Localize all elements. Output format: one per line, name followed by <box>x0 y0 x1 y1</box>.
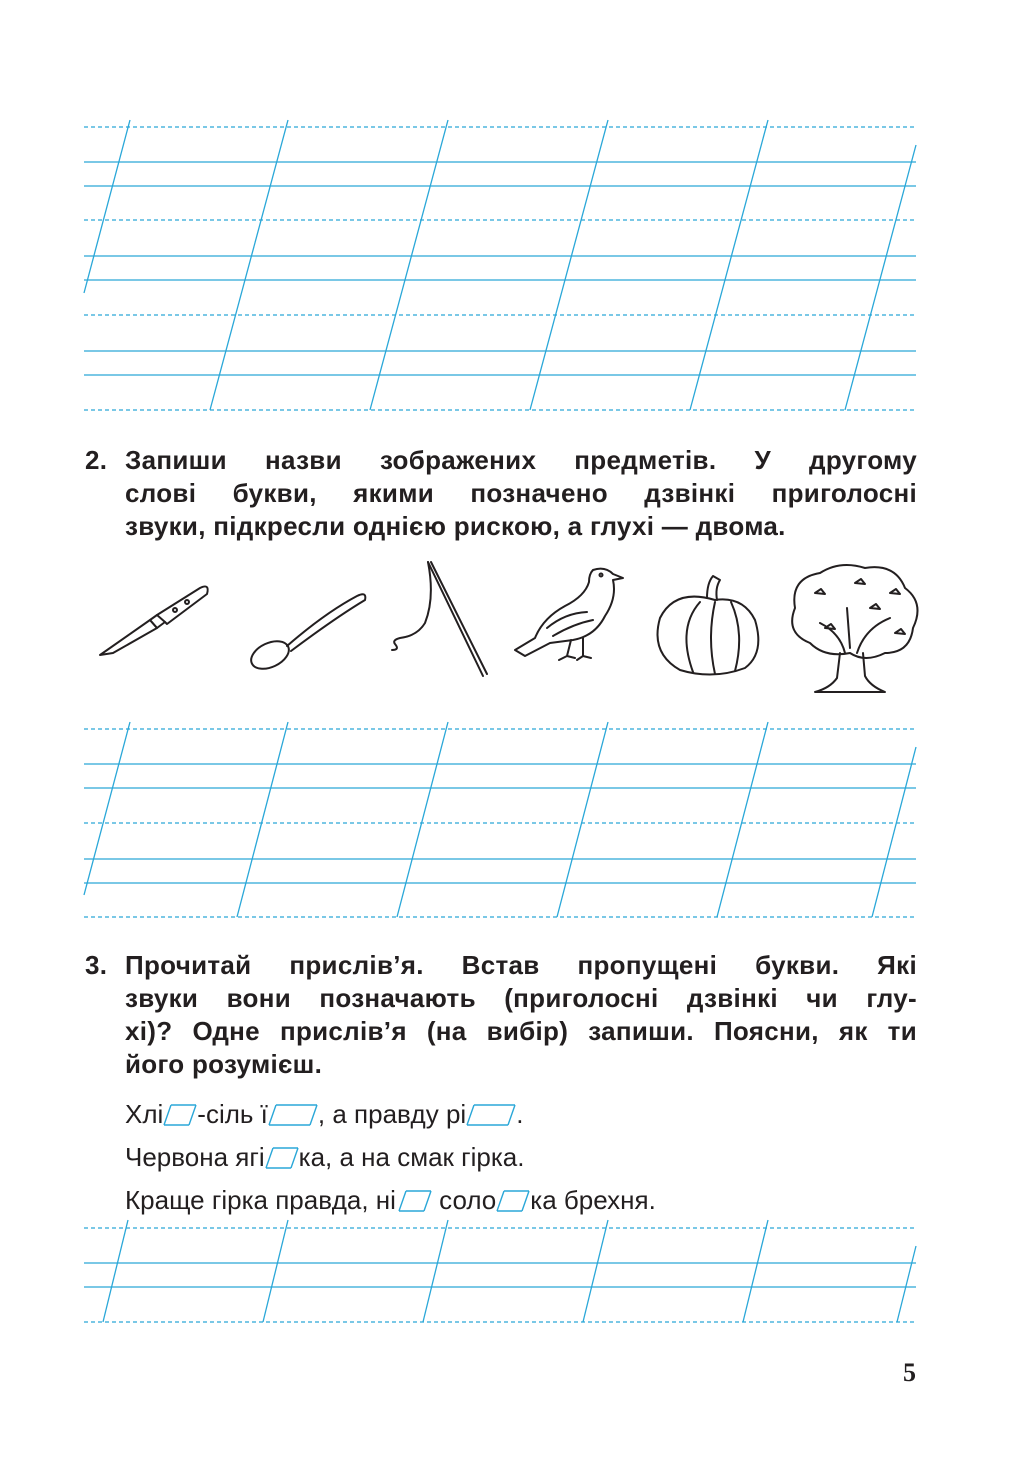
task-2-line: Запиши назви зображених предметів. У другому <box>125 445 917 475</box>
task-2-line: звуки, підкресли однією рискою, а глухі — двома. <box>125 511 786 541</box>
task-2-line: слові букви, якими позначено дзвінкі приголосні <box>125 478 917 508</box>
task-2 <box>85 444 917 543</box>
task-3-line: хі)? Одне прислів’я (на вибір) запиши. Поясни, як ти <box>125 1016 917 1046</box>
writing-lines-1[interactable] <box>0 115 1034 420</box>
task-3 <box>85 949 917 1081</box>
missing-letter-box[interactable] <box>268 1101 318 1129</box>
task-3-number: 3. <box>85 950 108 980</box>
task-3-line: його розумієш. <box>125 1049 323 1079</box>
missing-letter-box[interactable] <box>163 1101 197 1129</box>
page-number: 5 <box>903 1358 916 1387</box>
spoon-icon <box>247 594 366 674</box>
task-3-line: звуки вони позначають (приголосні дзвінкі чи глу- <box>125 983 917 1013</box>
missing-letter-box[interactable] <box>496 1187 530 1215</box>
fishing-rod-icon <box>392 562 487 676</box>
missing-letter-box[interactable] <box>466 1101 516 1129</box>
task-2-number: 2. <box>85 445 108 475</box>
missing-letter-box[interactable] <box>265 1144 299 1172</box>
writing-lines-3[interactable] <box>0 1216 1034 1331</box>
proverbs <box>125 1093 656 1222</box>
proverb-2: Червона ягі ка, а на смак гірка. <box>125 1142 525 1172</box>
pumpkin-icon <box>658 576 759 675</box>
pigeon-icon <box>515 569 623 660</box>
proverb-3: Краще гірка правда, ні соло ка брехня. <box>125 1185 656 1215</box>
task-3-line: Прочитай прислів’я. Встав пропущені букви. Які <box>125 950 917 980</box>
oak-tree-icon <box>792 565 917 692</box>
writing-lines-2[interactable] <box>0 717 1034 927</box>
missing-letter-box[interactable] <box>396 1187 432 1215</box>
proverb-1: Хлі -сіль ї , а правду рі . <box>125 1099 524 1129</box>
knife-icon <box>100 586 208 655</box>
task-2-pictures <box>95 558 925 698</box>
